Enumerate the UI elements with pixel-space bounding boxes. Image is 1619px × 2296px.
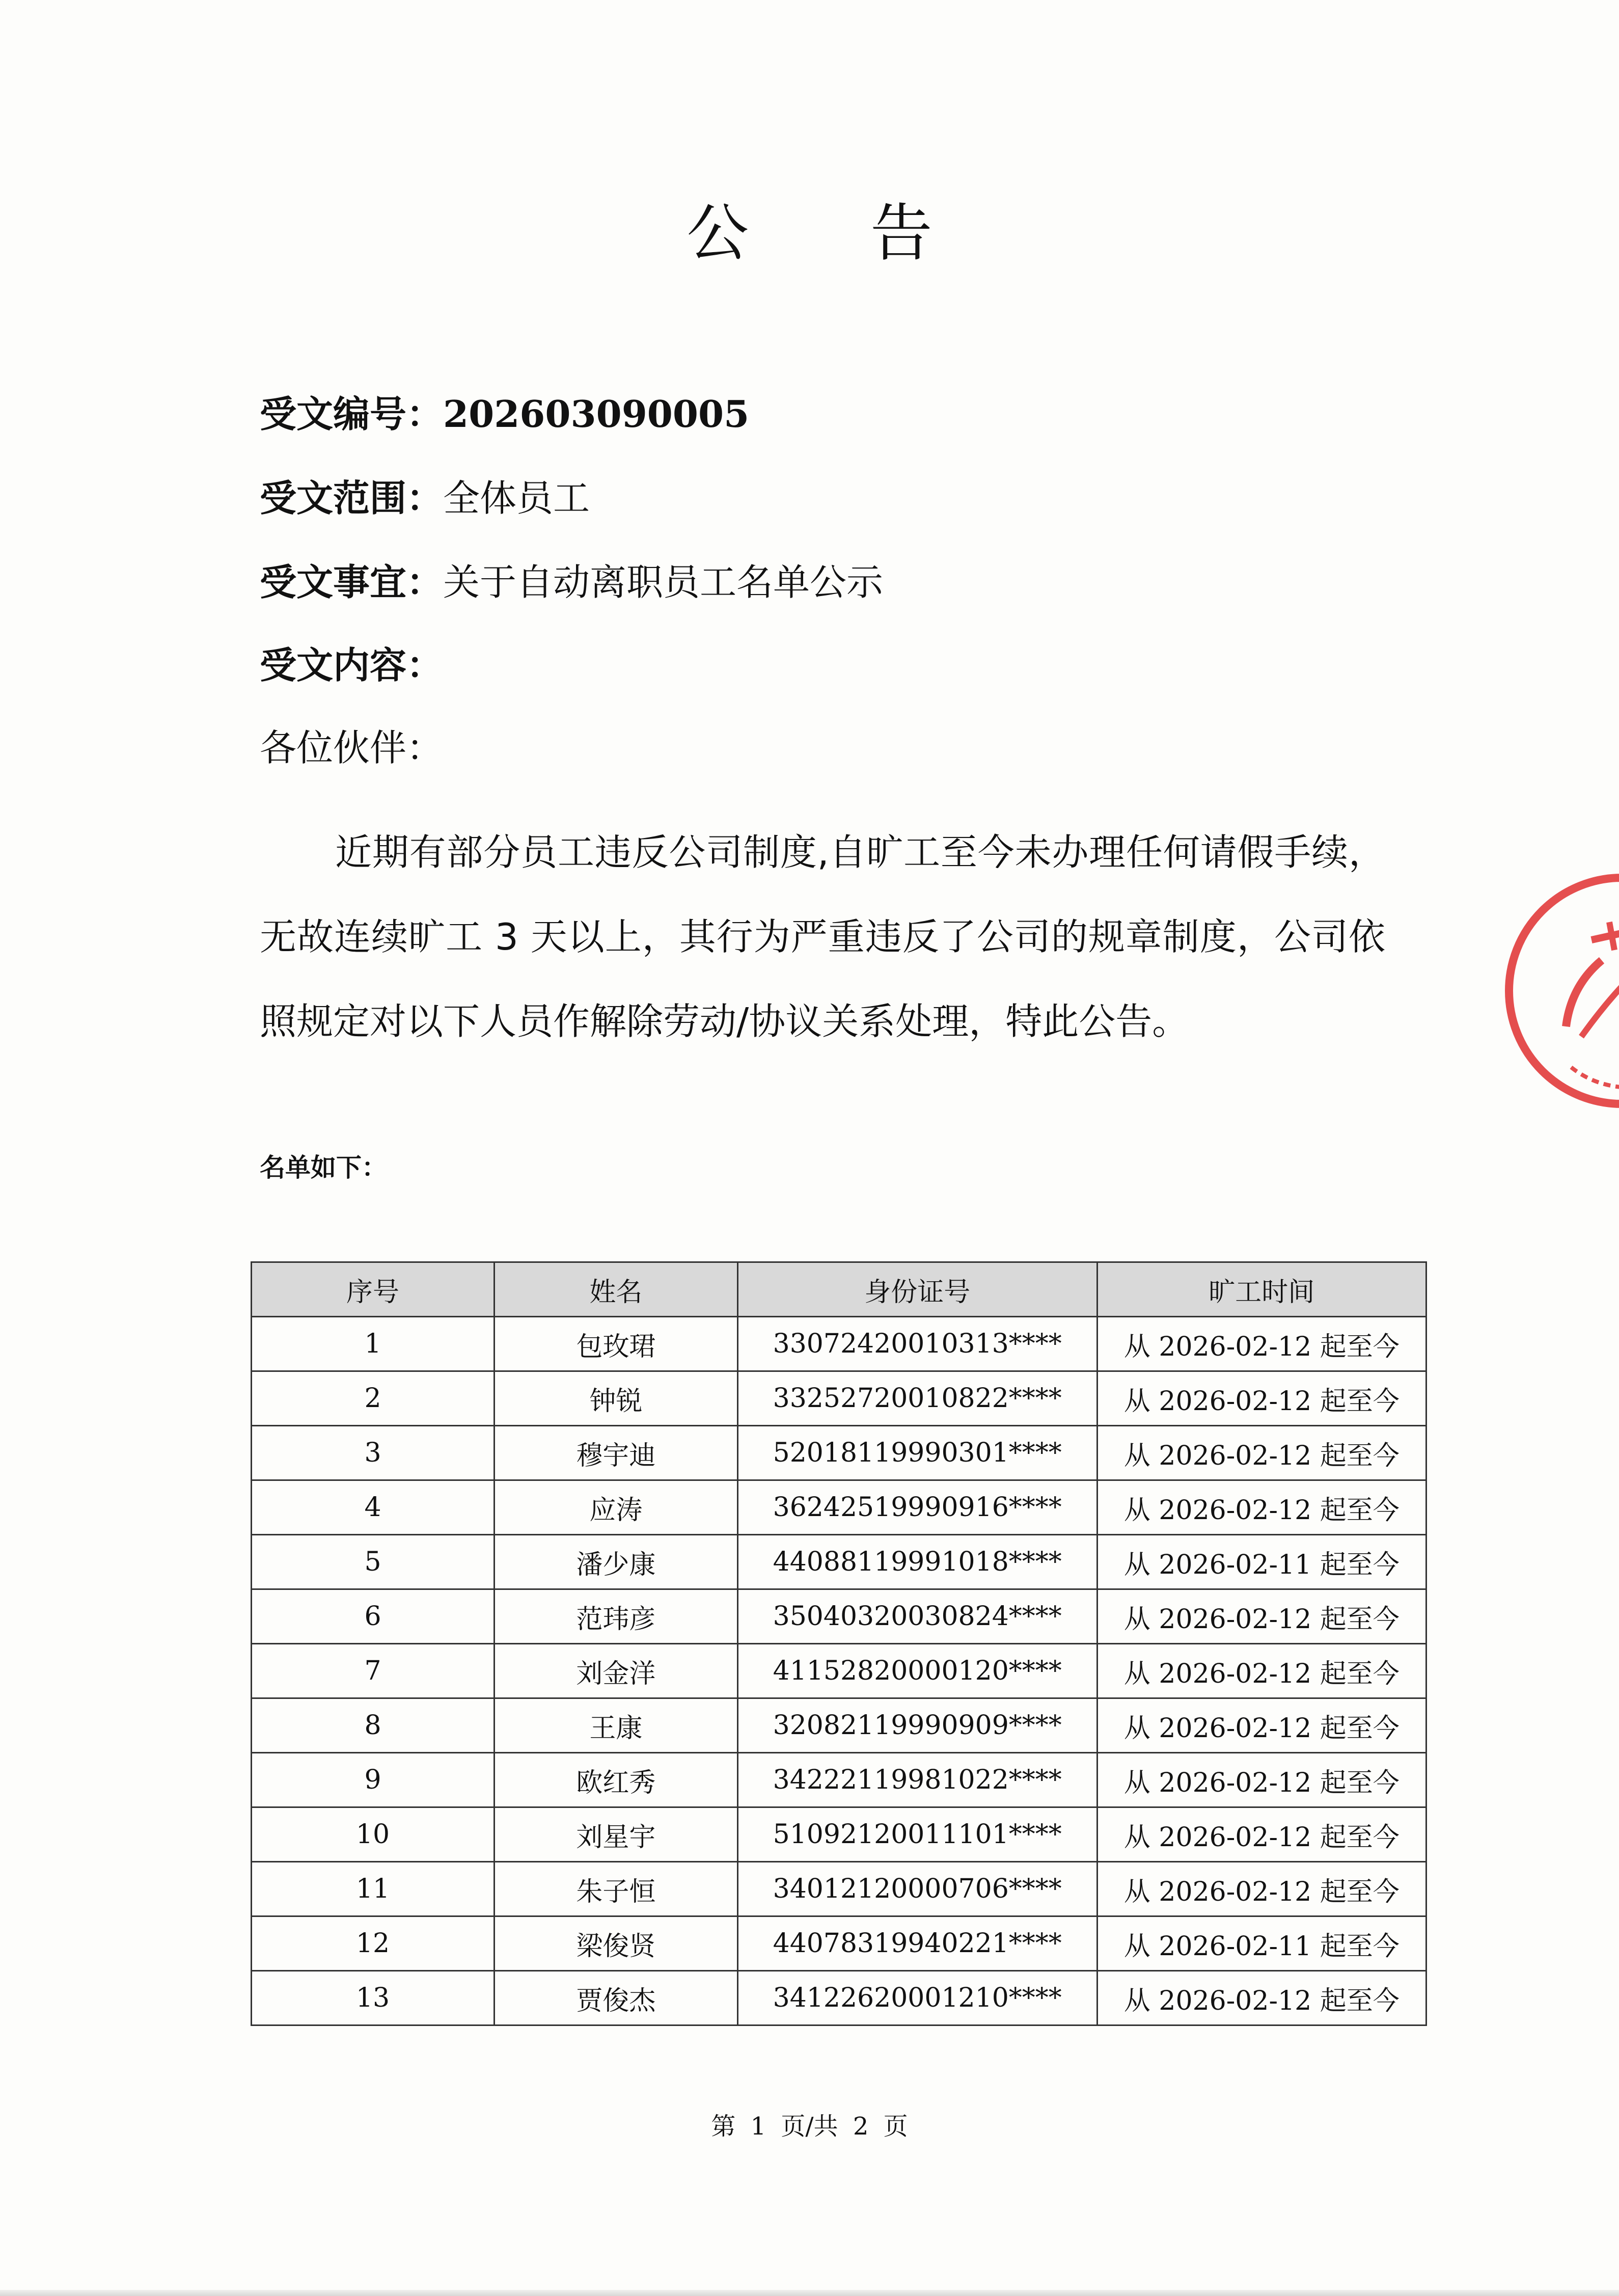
- cell-absence-time: 从 2026-02-12 起至今: [1097, 1753, 1426, 1807]
- cell-name: 刘金洋: [495, 1644, 738, 1698]
- header-name: 姓名: [495, 1262, 738, 1317]
- cell-index: 2: [252, 1371, 495, 1426]
- cell-id-number: 36242519990916****: [737, 1480, 1097, 1535]
- cell-absence-time: 从 2026-02-12 起至今: [1097, 1644, 1426, 1698]
- cell-id-number: 33072420010313****: [737, 1317, 1097, 1371]
- cell-absence-time: 从 2026-02-12 起至今: [1097, 1589, 1426, 1644]
- table-row: [252, 1317, 1426, 1371]
- cell-index: 12: [252, 1916, 495, 1971]
- cell-absence-time: 从 2026-02-12 起至今: [1097, 1862, 1426, 1916]
- table-row: [252, 1480, 1426, 1535]
- doc-scope-label: 受文范围：: [260, 477, 444, 520]
- doc-number-row: [260, 392, 749, 436]
- table-row: [252, 1698, 1426, 1753]
- notice-body: 近期有部分员工违反公司制度,自旷工至今未办理任何请假手续，无故连续旷工 3 天以上，其行为严重违反了公司的规章制度，公司依照规定对以下人员作解除劳动/协议关系处理，特此公告。: [260, 831, 1385, 1043]
- cell-index: 10: [252, 1807, 495, 1862]
- table-row: [252, 1862, 1426, 1916]
- table-row: [252, 1971, 1426, 2025]
- cell-absence-time: 从 2026-02-12 起至今: [1097, 1807, 1426, 1862]
- cell-id-number: 34122620001210****: [737, 1971, 1097, 2025]
- header-index: 序号: [252, 1262, 495, 1317]
- doc-number-label: 受文编号：: [260, 393, 444, 436]
- cell-absence-time: 从 2026-02-11 起至今: [1097, 1535, 1426, 1589]
- cell-index: 5: [252, 1535, 495, 1589]
- doc-scope-value: 全体员工: [443, 477, 590, 520]
- cell-name: 潘少康: [495, 1535, 738, 1589]
- doc-subject-row: [260, 560, 883, 604]
- scan-edge: [0, 2290, 1619, 2296]
- cell-absence-time: 从 2026-02-12 起至今: [1097, 1971, 1426, 2025]
- cell-index: 8: [252, 1698, 495, 1753]
- table-body: [252, 1317, 1426, 2025]
- doc-subject-value: 关于自动离职员工名单公示: [443, 561, 884, 604]
- cell-name: 钟锐: [495, 1371, 738, 1426]
- cell-index: 3: [252, 1426, 495, 1480]
- cell-id-number: 34222119981022****: [737, 1753, 1097, 1807]
- table-row: [252, 1644, 1426, 1698]
- cell-id-number: 51092120011101****: [737, 1807, 1097, 1862]
- cell-id-number: 34012120000706****: [737, 1862, 1097, 1916]
- cell-absence-time: 从 2026-02-12 起至今: [1097, 1371, 1426, 1426]
- doc-subject-label: 受文事宜：: [260, 561, 444, 604]
- cell-absence-time: 从 2026-02-12 起至今: [1097, 1317, 1426, 1371]
- header-absence-time: 旷工时间: [1097, 1262, 1426, 1317]
- table-row: [252, 1371, 1426, 1426]
- company-seal: [1505, 874, 1619, 1108]
- doc-scope-row: [260, 476, 590, 520]
- page-title: 公 告: [687, 197, 983, 269]
- cell-index: 7: [252, 1644, 495, 1698]
- cell-id-number: 44088119991018****: [737, 1535, 1097, 1589]
- list-label: 名单如下：: [260, 1153, 387, 1182]
- table-row: [252, 1426, 1426, 1480]
- cell-id-number: 52018119990301****: [737, 1426, 1097, 1480]
- table-row: [252, 1589, 1426, 1644]
- seal-graphic: [1505, 874, 1619, 1108]
- doc-content-row: [260, 643, 443, 687]
- table-row: [252, 1535, 1426, 1589]
- cell-name: 范玮彦: [495, 1589, 738, 1644]
- employee-table: [251, 1261, 1427, 2026]
- cell-id-number: 41152820000120****: [737, 1644, 1097, 1698]
- cell-id-number: 35040320030824****: [737, 1589, 1097, 1644]
- page-footer: 第 1 页/共 2 页: [711, 2112, 908, 2141]
- cell-name: 王康: [495, 1698, 738, 1753]
- cell-name: 刘星宇: [495, 1807, 738, 1862]
- cell-absence-time: 从 2026-02-12 起至今: [1097, 1698, 1426, 1753]
- doc-number-value: 202603090005: [443, 392, 750, 436]
- cell-name: 包玫珺: [495, 1317, 738, 1371]
- table-row: [252, 1916, 1426, 1971]
- cell-index: 9: [252, 1753, 495, 1807]
- cell-absence-time: 从 2026-02-12 起至今: [1097, 1426, 1426, 1480]
- cell-name: 梁俊贤: [495, 1916, 738, 1971]
- table-header-row: [252, 1262, 1426, 1317]
- cell-id-number: 32082119990909****: [737, 1698, 1097, 1753]
- cell-absence-time: 从 2026-02-11 起至今: [1097, 1916, 1426, 1971]
- cell-id-number: 44078319940221****: [737, 1916, 1097, 1971]
- cell-name: 应涛: [495, 1480, 738, 1535]
- cell-index: 13: [252, 1971, 495, 2025]
- cell-index: 4: [252, 1480, 495, 1535]
- cell-name: 贾俊杰: [495, 1971, 738, 2025]
- table-row: [252, 1807, 1426, 1862]
- header-id-number: 身份证号: [737, 1262, 1097, 1317]
- cell-index: 6: [252, 1589, 495, 1644]
- table-row: [252, 1753, 1426, 1807]
- cell-index: 1: [252, 1317, 495, 1371]
- cell-index: 11: [252, 1862, 495, 1916]
- doc-content-label: 受文内容：: [260, 644, 444, 687]
- greeting: 各位伙伴：: [260, 726, 444, 769]
- cell-name: 欧红秀: [495, 1753, 738, 1807]
- cell-absence-time: 从 2026-02-12 起至今: [1097, 1480, 1426, 1535]
- cell-name: 穆宇迪: [495, 1426, 738, 1480]
- cell-id-number: 33252720010822****: [737, 1371, 1097, 1426]
- cell-name: 朱子恒: [495, 1862, 738, 1916]
